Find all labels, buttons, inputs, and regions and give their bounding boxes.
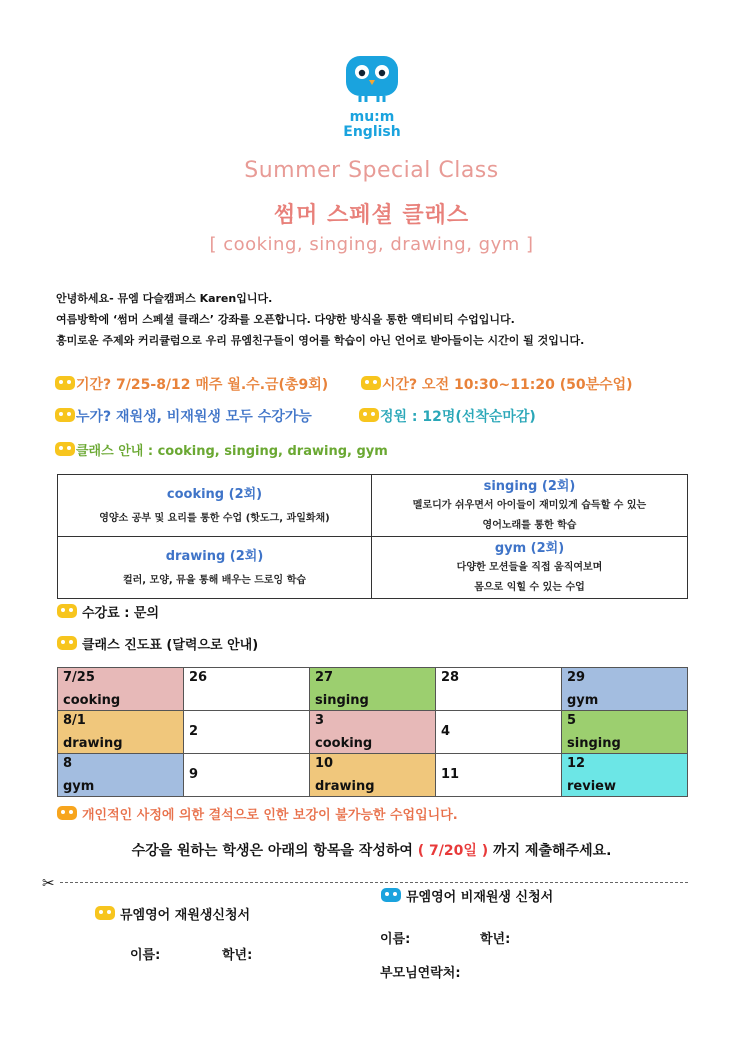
period-text: 기간? 7/25-8/12 매주 월.수.금(총9회)	[76, 377, 329, 393]
classes-row	[54, 440, 388, 459]
schedule-row	[58, 711, 688, 754]
schedule-cell: 3 cooking	[310, 711, 436, 754]
intro-line-2: 여름방학에 ‘썸머 스페셜 클래스’ 강좌를 오픈합니다. 다양한 방식을 통한 액티비티 수업입니다.	[56, 313, 515, 326]
yellow-owl-bullet-icon	[56, 603, 78, 621]
guide-singing-cell	[372, 475, 688, 537]
title-english: Summer Special Class	[244, 158, 499, 183]
title-korean: 썸머 스페셜 클래스	[273, 203, 470, 228]
time-row	[360, 374, 633, 394]
orange-owl-bullet-icon	[56, 805, 78, 823]
mum-english-logo	[340, 52, 404, 140]
yellow-owl-bullet-icon	[94, 905, 116, 923]
deadline-post: 까지 제출해주세요.	[488, 843, 612, 859]
current-form-title: 뮤엠영어 재원생신청서	[120, 908, 251, 923]
schedule-cell: 12 review	[562, 754, 688, 797]
logo-line1: mu:m	[349, 109, 395, 125]
guide-gym-title: gym (2회)	[494, 541, 565, 556]
guide-gym-desc-1: 다양한 모션들을 직접 움직여보며	[456, 562, 603, 573]
current-grade-label: 학년:	[222, 948, 253, 963]
schedule-cell: 7/25 cooking	[58, 668, 184, 711]
current-form-title-row	[94, 904, 250, 923]
capacity-row	[358, 406, 536, 426]
new-grade-label: 학년:	[480, 932, 511, 947]
who-text: 누가? 재원생, 비재원생 모두 수강가능	[76, 409, 312, 425]
guide-drawing-desc: 컬러, 모양, 뮤을 통해 배우는 드로잉 학습	[122, 574, 307, 586]
capacity-text: 정원 : 12명(선착순마감)	[380, 409, 536, 425]
yellow-owl-bullet-icon	[54, 441, 76, 459]
blue-owl-bullet-icon	[380, 887, 402, 905]
guide-drawing-title: drawing (2회)	[165, 548, 264, 564]
deadline-pre: 수강을 원하는 학생은 아래의 항목을 작성하여	[131, 843, 418, 859]
class-guide-table	[57, 474, 688, 599]
current-name-label: 이름:	[130, 948, 161, 963]
schedule-title: 클래스 진도표 (달력으로 안내)	[82, 638, 259, 653]
schedule-cell: 28	[436, 668, 562, 711]
schedule-cell: 8/1 drawing	[58, 711, 184, 754]
guide-gym-desc-2: 몸으로 익힐 수 있는 수업	[474, 582, 585, 593]
subtitle: [ cooking, singing, drawing, gym ]	[209, 234, 534, 255]
schedule-cell: 29 gym	[562, 668, 688, 711]
schedule-cell: 8 gym	[58, 754, 184, 797]
guide-singing-desc-2: 영어노래를 통한 학습	[482, 520, 577, 531]
intro-line-3: 흥미로운 주제와 커리큘럼으로 우리 뮤엠친구들이 영어를 학습이 아닌 언어로 받아들이는 시간이 될 것입니다.	[56, 334, 585, 347]
guide-drawing-cell	[58, 537, 372, 599]
yellow-owl-bullet-icon	[54, 375, 76, 393]
who-row	[54, 406, 312, 426]
guide-cooking-cell	[58, 475, 372, 537]
schedule-row	[58, 754, 688, 797]
yellow-owl-bullet-icon	[56, 635, 78, 653]
schedule-cell: 27 singing	[310, 668, 436, 711]
scissors-icon: ✂	[42, 874, 55, 892]
yellow-owl-bullet-icon	[360, 375, 382, 393]
intro-line-1: 안녕하세요- 뮤엠 다슬캠퍼스 Karen입니다.	[56, 292, 273, 305]
schedule-cell: 10 drawing	[310, 754, 436, 797]
guide-singing-title: singing (2회)	[483, 479, 576, 494]
fee-row	[56, 602, 159, 621]
yellow-owl-bullet-icon	[358, 407, 380, 425]
deadline-line	[0, 840, 743, 860]
schedule-cell: 26	[184, 668, 310, 711]
new-contact-label: 부모님연락처:	[380, 966, 461, 981]
schedule-cell: 11	[436, 754, 562, 797]
schedule-table	[57, 667, 688, 797]
new-form-title: 뮤엠영어 비재원생 신청서	[406, 890, 554, 905]
cut-line	[60, 882, 688, 883]
deadline-date: ( 7/20일 )	[417, 843, 489, 859]
guide-cooking-title: cooking (2회)	[166, 486, 263, 502]
notice-text: 개인적인 사정에 의한 결석으로 인한 보강이 불가능한 수업입니다.	[82, 808, 458, 823]
schedule-cell: 5 singing	[562, 711, 688, 754]
guide-singing-desc-1: 멜로디가 쉬우면서 아이들이 재미있게 습득할 수 있는	[412, 500, 647, 511]
schedule-cell: 4	[436, 711, 562, 754]
logo-line2: English	[343, 124, 401, 140]
new-form-title-row	[380, 886, 553, 905]
schedule-row	[58, 668, 688, 711]
classes-text: 클래스 안내 : cooking, singing, drawing, gym	[76, 444, 388, 459]
guide-cooking-desc: 영양소 공부 및 요리를 통한 수업 (핫도그, 과일화채)	[99, 512, 330, 524]
notice-row	[56, 804, 458, 823]
schedule-cell: 9	[184, 754, 310, 797]
period-row	[54, 374, 328, 394]
schedule-cell: 2	[184, 711, 310, 754]
fee-text: 수강료 : 문의	[82, 606, 160, 621]
time-text: 시간? 오전 10:30~11:20 (50분수업)	[382, 377, 633, 393]
guide-gym-cell	[372, 537, 688, 599]
new-name-label: 이름:	[380, 932, 411, 947]
yellow-owl-bullet-icon	[54, 407, 76, 425]
schedule-title-row	[56, 634, 258, 653]
owl-icon	[340, 52, 404, 106]
